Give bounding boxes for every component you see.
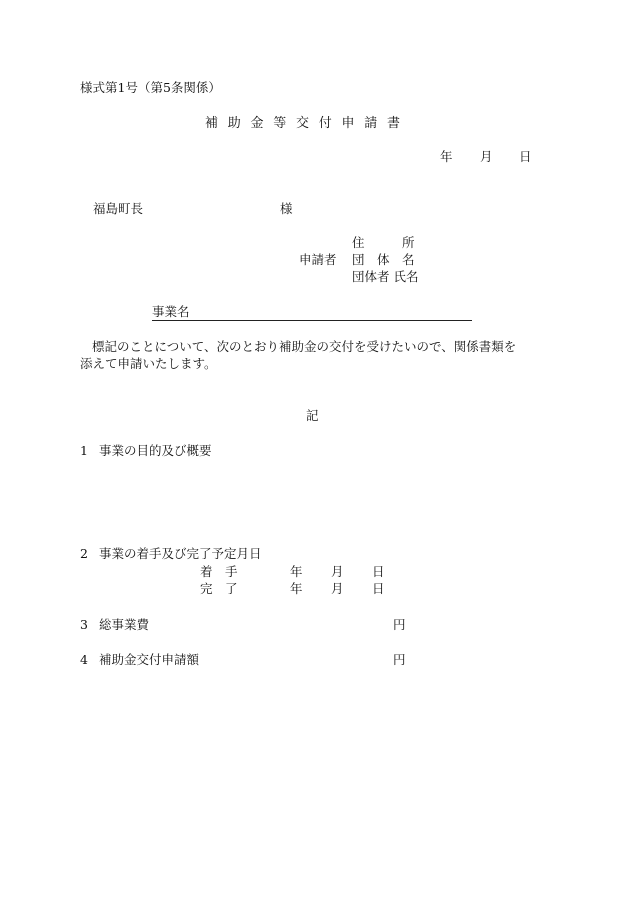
group-name-label: 団 体 名 bbox=[352, 252, 415, 267]
recipient-name: 福島町長 bbox=[93, 201, 144, 216]
start-label: 着 手 bbox=[200, 564, 238, 579]
project-name-label: 事業名 bbox=[152, 304, 190, 319]
item-number: 2 bbox=[80, 546, 88, 561]
item-label: 事業の着手及び完了予定月日 bbox=[99, 546, 262, 561]
date-day-label: 日 bbox=[519, 149, 532, 164]
recipient-honorific: 様 bbox=[280, 201, 293, 216]
yen-unit: 円 bbox=[393, 652, 406, 667]
applicant-label: 申請者 bbox=[299, 252, 337, 267]
item-number: 4 bbox=[80, 652, 88, 667]
body-text-line-2: 添えて申請いたします。 bbox=[80, 356, 217, 371]
item-label: 事業の目的及び概要 bbox=[99, 443, 212, 458]
end-label: 完 了 bbox=[200, 581, 238, 596]
ki-heading: 記 bbox=[306, 408, 319, 423]
item-number: 3 bbox=[80, 617, 88, 632]
item-label: 補助金交付申請額 bbox=[99, 652, 200, 667]
item-label: 総事業費 bbox=[99, 617, 150, 632]
date-year-label: 年 bbox=[440, 149, 453, 164]
form-number: 様式第1号（第5条関係） bbox=[80, 80, 221, 95]
address-label: 住 所 bbox=[352, 235, 415, 250]
end-day-label: 日 bbox=[372, 581, 385, 596]
end-year-label: 年 bbox=[290, 581, 303, 596]
start-month-label: 月 bbox=[331, 564, 344, 579]
start-day-label: 日 bbox=[372, 564, 385, 579]
document-title: 補助金等交付申請書 bbox=[205, 116, 410, 131]
date-month-label: 月 bbox=[480, 149, 493, 164]
item-number: 1 bbox=[80, 443, 88, 458]
representative-name-label: 団体者 氏名 bbox=[352, 269, 419, 284]
body-text-line-1: 標記のことについて、次のとおり補助金の交付を受けたいので、関係書類を bbox=[92, 339, 517, 354]
start-year-label: 年 bbox=[290, 564, 303, 579]
project-name-underline bbox=[152, 320, 472, 321]
end-month-label: 月 bbox=[331, 581, 344, 596]
yen-unit: 円 bbox=[393, 617, 406, 632]
